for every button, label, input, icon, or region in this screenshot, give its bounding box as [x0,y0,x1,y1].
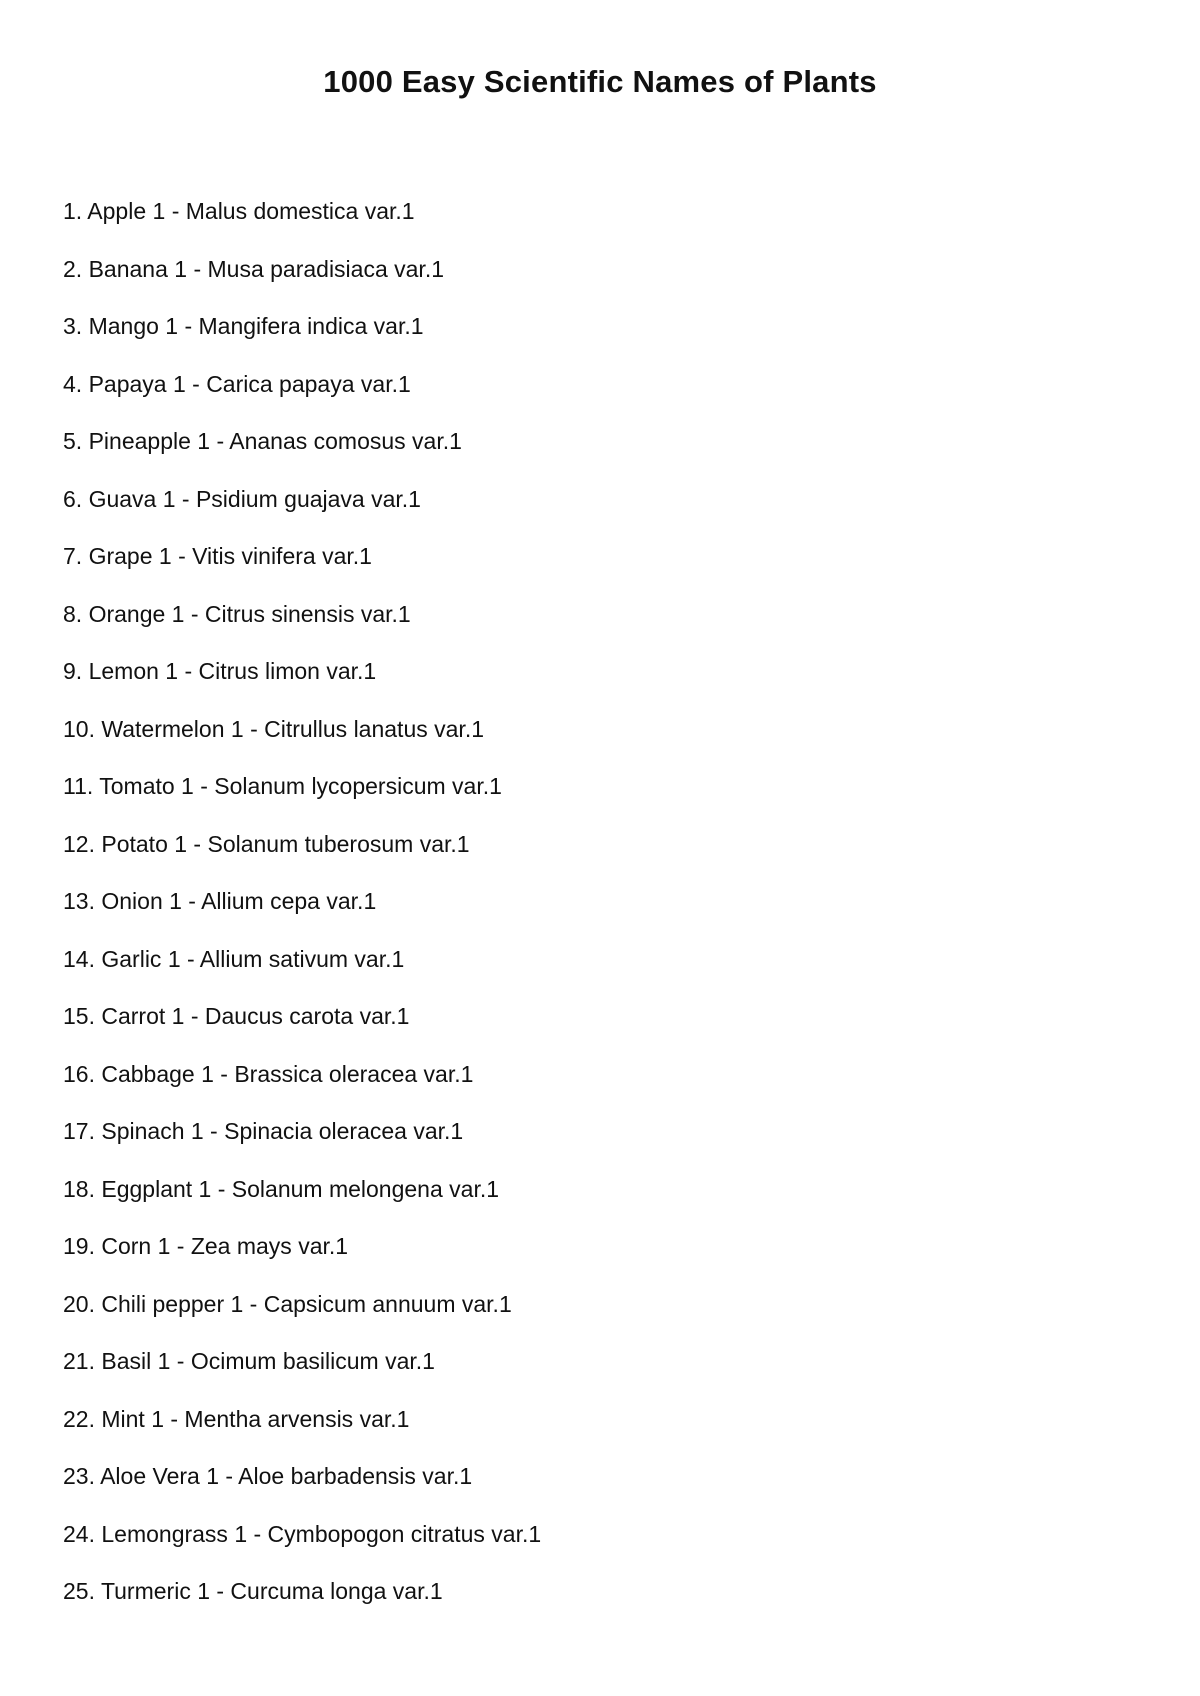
list-item: 7. Grape 1 - Vitis vinifera var.1 [63,543,372,569]
list-item: 2. Banana 1 - Musa paradisiaca var.1 [63,255,445,282]
list-item: 5. Pineapple 1 - Ananas comosus var.1 [63,428,462,454]
list-item: 13. Onion 1 - Allium cepa var.1 [63,888,377,914]
list-item: 1. Apple 1 - Malus domestica var.1 [63,198,415,224]
list-item: 3. Mango 1 - Mangifera indica var.1 [63,313,424,339]
list-item: 22. Mint 1 - Mentha arvensis var.1 [63,1405,410,1432]
plant-list [63,183,541,1621]
list-item: 10. Watermelon 1 - Citrullus lanatus var.1 [63,715,484,742]
list-item: 23. Aloe Vera 1 - Aloe barbadensis var.1 [63,1463,473,1489]
list-item: 18. Eggplant 1 - Solanum melongena var.1 [63,1175,500,1202]
list-item: 21. Basil 1 - Ocimum basilicum var.1 [63,1348,435,1374]
list-item: 8. Orange 1 - Citrus sinensis var.1 [63,600,411,627]
list-item: 17. Spinach 1 - Spinacia oleracea var.1 [63,1118,464,1144]
page-title: 1000 Easy Scientific Names of Plants [323,64,877,99]
list-item: 9. Lemon 1 - Citrus limon var.1 [63,658,377,684]
list-item: 25. Turmeric 1 - Curcuma longa var.1 [63,1578,443,1604]
list-item: 15. Carrot 1 - Daucus carota var.1 [63,1003,410,1029]
list-item: 12. Potato 1 - Solanum tuberosum var.1 [63,830,470,857]
list-item: 14. Garlic 1 - Allium sativum var.1 [63,945,405,972]
list-item: 6. Guava 1 - Psidium guajava var.1 [63,485,421,512]
list-item: 16. Cabbage 1 - Brassica oleracea var.1 [63,1060,474,1087]
list-item: 20. Chili pepper 1 - Capsicum annuum var.1 [63,1290,512,1317]
list-item: 24. Lemongrass 1 - Cymbopogon citratus var.1 [63,1520,542,1547]
list-item: 4. Papaya 1 - Carica papaya var.1 [63,370,411,397]
list-item: 11. Tomato 1 - Solanum lycopersicum var.1 [63,773,502,799]
list-item: 19. Corn 1 - Zea mays var.1 [63,1233,349,1259]
